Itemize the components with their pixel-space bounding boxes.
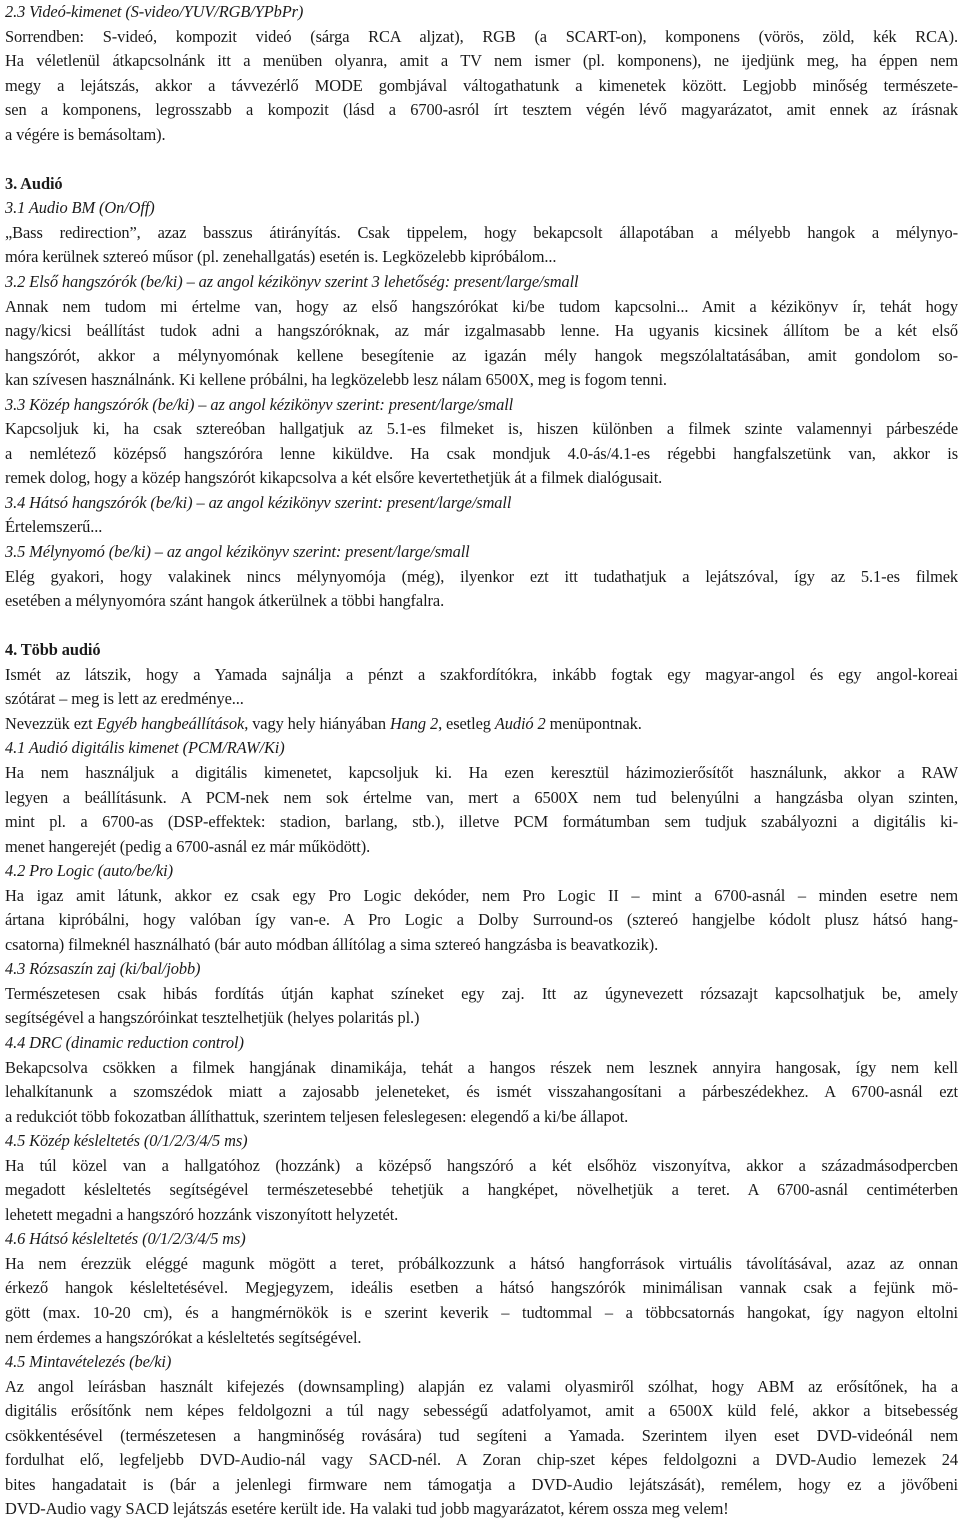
text-line: lehalkítanunk a szomszédok miatt a zajosabb jeleneteket, és ismét visszahangosítani a párbeszédekhez. A 6700-asnál ezt	[5, 1082, 958, 1102]
text-line: nagy/kicsi beállítást tudok adni a hangszóróknak, az már izgalmasabb lenne. Ha ugyanis kicsinek állítom be a két első	[5, 321, 958, 341]
text-line: Kapcsoljuk ki, ha csak sztereóban hallgatjuk az 5.1-es filmeket is, hiszen különben a filmek szinte valamennyi párbeszéde	[5, 419, 958, 439]
text-line: nem érdemes a hangszórókat a késleltetés segítségével.	[5, 1327, 362, 1347]
heading-4-5: 4.5 Közép késleltetés (0/1/2/3/4/5 ms)	[5, 1131, 248, 1151]
heading-4-5-mintavetelezes: 4.5 Mintavételezés (be/ki)	[5, 1352, 172, 1372]
text-line: digitális erősítőnk nem képes feldolgozni a túl nagy sebességű adatfolyamot, amit a 6500X küld felé, akkor a bitsebesség	[5, 1401, 958, 1421]
text-line: „Bass redirection”, azaz basszus átirányítás. Csak tippelem, hogy bekapcsolt állapotában a mélyebb hangok a mélynyo-	[5, 222, 958, 242]
text-line: remek dolog, hogy a közép hangszórót kikapcsolva a két elsőre kevertethetjük át a filmek dialógusait.	[5, 468, 663, 488]
paragraph-gap	[5, 147, 958, 172]
heading-3-2: 3.2 Első hangszórók (be/ki) – az angol kézikönyv szerint 3 lehetőség: present/large/small	[5, 272, 579, 292]
heading-4-4: 4.4 DRC (dinamic reduction control)	[5, 1032, 244, 1052]
text-line: megadott késleltetés segítségével természetesebbé tehetjük a hangképet, növelhetjük a teret. A 6700-asnál centiméterben	[5, 1180, 958, 1200]
heading-2-3: 2.3 Videó-kimenet (S-video/YUV/RGB/YPbPr)	[5, 2, 304, 21]
text-line: a végére is bemásoltam).	[5, 124, 166, 144]
text-line: kan szívesen használnánk. Ki kellene próbálni, ha legközelebb lesz nálam 6500X, meg is fogom tenni.	[5, 370, 667, 390]
text-line: Bekapcsolva csökken a filmek hangjának dinamikája, tehát a hangos részek nem lesznek annyira hangosak, így nem kell	[5, 1057, 958, 1077]
text-line: móra kerülnek sztereó műsor (pl. zenehallgatás) esetén is. Legközelebb kipróbálom...	[5, 247, 557, 267]
text-run-italic: Audió 2	[494, 713, 546, 733]
text-line: Ha nem használjuk a digitális kimenetet, kapcsoljuk ki. Ha ezen keresztül házimozierősítőt használunk, akkor a RAW	[5, 762, 958, 782]
text-line: sen a komponens, legrosszabb a kompozit (lásd a 6700-asról írt tesztem végén lévő magyarázatot, amit ennek az írásnak	[5, 100, 958, 120]
text-line: ártana kipróbálni, hogy valóban így van-e. A Pro Logic a Dolby Surround-os (sztereó hangjelbe kódolt plusz hátsó hang-	[5, 910, 958, 930]
text-line: csökkentésével (természetesen a hangminőség rovására) tud segíteni a Yamada. Szerintem ilyen eset DVD-videónál nem	[5, 1425, 958, 1445]
text-line: csatorna) filmeknél használható (bár auto módban állítólag a sima sztereó hangzásba is beavatkozik).	[5, 934, 659, 954]
text-line: legyen a beállításunk. A PCM-nek nem sok értelme van, mert a 6500X nem tud belenyúlni a hangzásba olyan szinten,	[5, 787, 958, 807]
section-heading-3: 3. Audió	[5, 173, 63, 193]
text-line: DVD-Audio vagy SACD lejátszás esetére került ide. Ha valaki tud jobb magyarázatot, kérem ossza meg velem!	[5, 1499, 729, 1519]
section-heading-4: 4. Több audió	[5, 640, 101, 660]
text-line: Ismét az látszik, hogy a Yamada sajnálja a pénzt a szakfordítókra, inkább fogtak egy magyar-angol és egy angol-koreai	[5, 664, 958, 684]
heading-4-2: 4.2 Pro Logic (auto/be/ki)	[5, 861, 173, 881]
text-line: Természetesen csak hibás fordítás útján kaphat színeket egy zaj. Itt az úgynevezett rózsazajt kapcsolhatjuk be, amely	[5, 983, 958, 1003]
text-run: , esetleg	[438, 713, 495, 733]
text-line: fordulhat elő, legfeljebb DVD-Audio-nál vagy SACD-nél. A Zoran chip-szet képes feldolgozni a DVD-Audio lemezek 24	[5, 1450, 958, 1470]
heading-3-3: 3.3 Közép hangszórók (be/ki) – az angol kézikönyv szerint: present/large/small	[5, 394, 514, 414]
text-line: Értelemszerű...	[5, 517, 103, 537]
heading-3-1: 3.1 Audio BM (On/Off)	[5, 198, 155, 218]
heading-3-4: 3.4 Hátsó hangszórók (be/ki) – az angol kézikönyv szerint: present/large/small	[5, 492, 512, 512]
text-line: Ha nem érezzük eléggé magunk mögött a teret, próbálkozzunk a hátsó hangforrások virtuális távolításával, azaz az onnan	[5, 1253, 958, 1273]
text-line: a nemlétező középső hangszóróra lenne kiküldve. Ha csak mondjuk 4.0-ás/4.1-es régebbi hangfalszetünk van, akkor is	[5, 443, 958, 463]
text-run: , vagy hely hiányában	[244, 713, 390, 733]
text-line: szótárat – meg is lett az eredménye...	[5, 689, 244, 709]
text-line: Annak nem tudom mi értelme van, hogy az első hangszórókat ki/be tudom kapcsolni... Amit a kézikönyv ír, tehát hogy	[5, 296, 958, 316]
text-line: lehetett megadni a hangszóró hozzánk viszonyított helyzetét.	[5, 1204, 399, 1224]
text-line: segítségével a hangszóróinkat tesztelhetjük (helyes polaritás pl.)	[5, 1008, 420, 1028]
text-line: esetében a mélynyomóra szánt hangok átkerülnek a többi hangfalra.	[5, 591, 445, 611]
text-line: érkező hangok késleltetésével. Megjegyzem, ideális esetben a hátsó hangszórók minimálisan vannak csak a fejünk mö-	[5, 1278, 958, 1298]
text-line: Az angol leírásban használt kifejezés (downsampling) alapján ez valami olyasmiről szólhat, hogy ABM az erősítőnek, ha a	[5, 1376, 958, 1396]
text-line: a redukciót több fokozatban állíthattuk, szerintem teljesen feleslegesen: elegendő a ki/be állapot.	[5, 1106, 629, 1126]
text-line: Elég gyakori, hogy valakinek nincs mélynyomója (még), ilyenkor ezt itt tudathatjuk a lejátszóval, így az 5.1-es filmek	[5, 566, 958, 586]
heading-3-5: 3.5 Mélynyomó (be/ki) – az angol kézikönyv szerint: present/large/small	[5, 542, 470, 562]
text-run: Nevezzük ezt	[5, 713, 97, 733]
text-run-italic: Hang 2	[389, 713, 439, 733]
text-run-italic: Egyéb hangbeállítások	[96, 713, 245, 733]
text-line: menet hangerejét (pedig a 6700-asnál ez már működött).	[5, 836, 371, 856]
text-line: Ha igaz amit látunk, akkor ez csak egy Pro Logic dekóder, nem Pro Logic II – mint a 6700-asnál – minden esetre nem	[5, 885, 958, 905]
text-line: Sorrendben: S-videó, kompozit videó (sárga RCA aljzat), RGB (a SCART-on), komponens (vörös, zöld, kék RCA).	[5, 26, 958, 46]
heading-4-6: 4.6 Hátsó késleltetés (0/1/2/3/4/5 ms)	[5, 1229, 246, 1249]
heading-4-1: 4.1 Audió digitális kimenet (PCM/RAW/Ki)	[5, 738, 285, 758]
text-line: bites hangadatait is (bár a jelenlegi firmware nem támogatja a DVD-Audio lejátszását), remélem, hogy ez a jövőbeni	[5, 1474, 958, 1494]
heading-4-3: 4.3 Rózsaszín zaj (ki/bal/jobb)	[5, 959, 201, 979]
text-line: mint pl. a 6700-as (DSP-effektek: stadion, barlang, stb.), illetve PCM formátumban sem tudjuk szabályozni a digitális ki-	[5, 812, 958, 832]
text-line-mixed	[5, 712, 958, 737]
text-line: gött (max. 10-20 cm), és a hangmérnökök is e szerint keverik – tudtommal – a többcsatornás hangokat, így nagyon eltolni	[5, 1302, 958, 1322]
text-run: menüpontnak.	[545, 713, 642, 733]
text-line: hangszórót, akkor a mélynyomónak kellene besegítenie az igazán mély hangok megszólaltatásában, amit gondolom so-	[5, 345, 958, 365]
text-line: Ha túl közel van a hallgatóhoz (hozzánk) a középső hangszóró a két elsőhöz viszonyítva, akkor a századmásodpercben	[5, 1155, 958, 1175]
paragraph-gap	[5, 614, 958, 639]
text-line: Ha véletlenül átkapcsolnánk itt a menüben olyanra, amit a TV nem ismer (pl. komponens), ne ijedjünk meg, ha éppen nem	[5, 51, 958, 71]
text-line: megy a lejátszás, akkor a távvezérlő MODE gombjával váltogathatunk a kimenetek között. Legjobb minőség természete-	[5, 75, 958, 95]
